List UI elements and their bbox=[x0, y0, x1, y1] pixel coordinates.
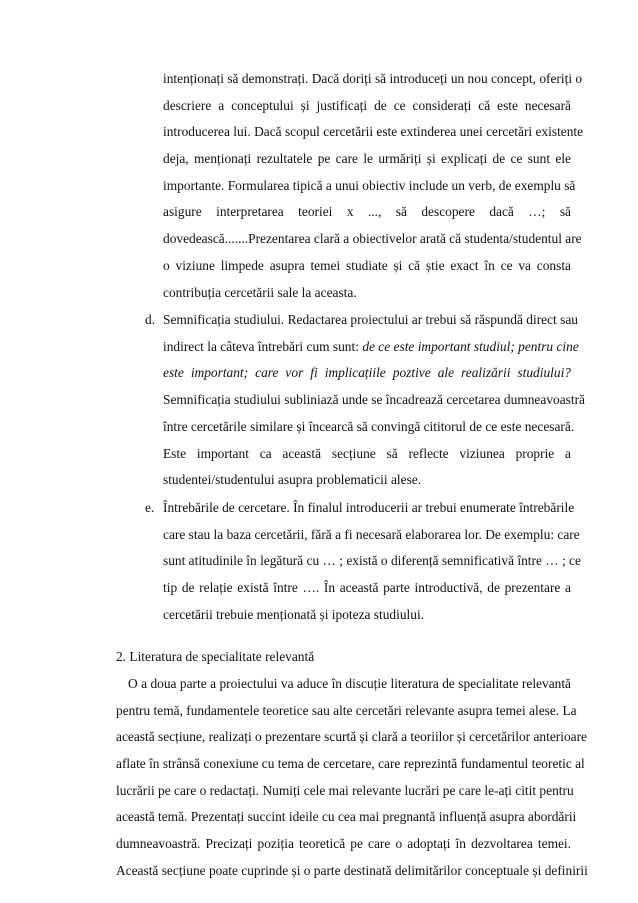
item-d-italic-text: de ce este important studiul; pentru cine bbox=[362, 339, 579, 354]
item-d-italic-text: este important; care vor fi implicațiile poztive ale realizării studiului? bbox=[163, 365, 571, 380]
item-d-line: studentei/studentului asupra problematicii alese. bbox=[163, 472, 422, 487]
section-heading: 2. Literatura de specialitate relevantă bbox=[116, 649, 315, 664]
item-e-line: tip de relație există între …. În această parte introductivă, de prezentare a bbox=[163, 580, 571, 595]
paragraph-line: intenționați să demonstrați. Dacă doriți să introduceți un nou concept, oferiți o bbox=[163, 71, 583, 86]
section-paragraph-line: aflate în strânsă conexiune cu tema de cercetare, care reprezintă fundamentul teoretic al bbox=[116, 756, 585, 771]
item-d-line: Semnificația studiului. Redactarea proiectului ar trebui să răspundă direct sau bbox=[163, 312, 578, 327]
item-e-line: sunt atitudinile în legătură cu … ; există o diferență semnificativă între … ; ce bbox=[163, 553, 581, 568]
paragraph-line: asigure interpretarea teoriei x ..., să descopere dacă …; să bbox=[163, 204, 571, 219]
paragraph-line: o viziune limpede asupra temei studiate și că știe exact în ce va consta bbox=[163, 258, 571, 273]
section-paragraph-line: pentru temă, fundamentele teoretice sau alte cercetări relevante asupra temei alese. La bbox=[116, 703, 577, 718]
item-d-line bbox=[163, 339, 579, 355]
item-e-line: care stau la baza cercetării, fără a fi necesară elaborarea lor. De exemplu: care bbox=[163, 527, 580, 542]
item-d-line bbox=[163, 365, 571, 381]
section-paragraph-line: această temă. Prezentați succint ideile cu cea mai pregnantă influență asupra abordării bbox=[116, 809, 577, 824]
paragraph-line: contribuția cercetării sale la aceasta. bbox=[163, 285, 357, 300]
item-e-line: cercetării trebuie menționată și ipoteza studiului. bbox=[163, 607, 425, 622]
item-d-line: Semnificația studiului subliniază unde se încadrează cercetarea dumneavoastră bbox=[163, 392, 585, 407]
paragraph-line: importante. Formularea tipică a unui obiectiv include un verb, de exemplu să bbox=[163, 178, 576, 193]
list-marker-d: d. bbox=[145, 312, 156, 327]
paragraph-line: descriere a conceptului și justificați de ce considerați că este necesară bbox=[163, 98, 571, 113]
item-e-line: Întrebările de cercetare. În finalul introducerii ar trebui enumerate întrebările bbox=[163, 500, 575, 515]
section-paragraph-line: Această secțiune poate cuprinde și o parte destinată delimitărilor conceptuale și definirii bbox=[116, 863, 588, 878]
paragraph-line: dovedească.......Prezentarea clară a obiectivelor arată că studenta/studentul are bbox=[163, 231, 582, 246]
list-marker-e: e. bbox=[145, 500, 155, 515]
item-d-line: între cercetările similare și încearcă să convingă cititorul de ce este necesară. bbox=[163, 419, 575, 434]
section-paragraph-line: lucrării pe care o redactați. Numiți cele mai relevante lucrări pe care le-ați citit pentru bbox=[116, 783, 574, 798]
paragraph-line: deja, menționați rezultatele pe care le urmăriți și explicați de ce sunt ele bbox=[163, 151, 571, 166]
item-d-line: Este important ca această secțiune să reflecte viziunea proprie a bbox=[163, 446, 571, 461]
paragraph-line: introducerea lui. Dacă scopul cercetării este extinderea unei cercetări existente bbox=[163, 124, 584, 139]
section-paragraph-line: dumneavoastră. Precizați poziția teoretică pe care o adoptați în dezvoltarea temei. bbox=[116, 836, 571, 851]
section-paragraph-line: O a doua parte a proiectului va aduce în discuție literatura de specialitate relevantă bbox=[128, 676, 571, 691]
section-paragraph-line: această secțiune, realizați o prezentare scurtă și clară a teoriilor și cercetărilor anterioare bbox=[116, 729, 587, 744]
item-d-text: indirect la câteva întrebări cum sunt: bbox=[163, 339, 359, 354]
